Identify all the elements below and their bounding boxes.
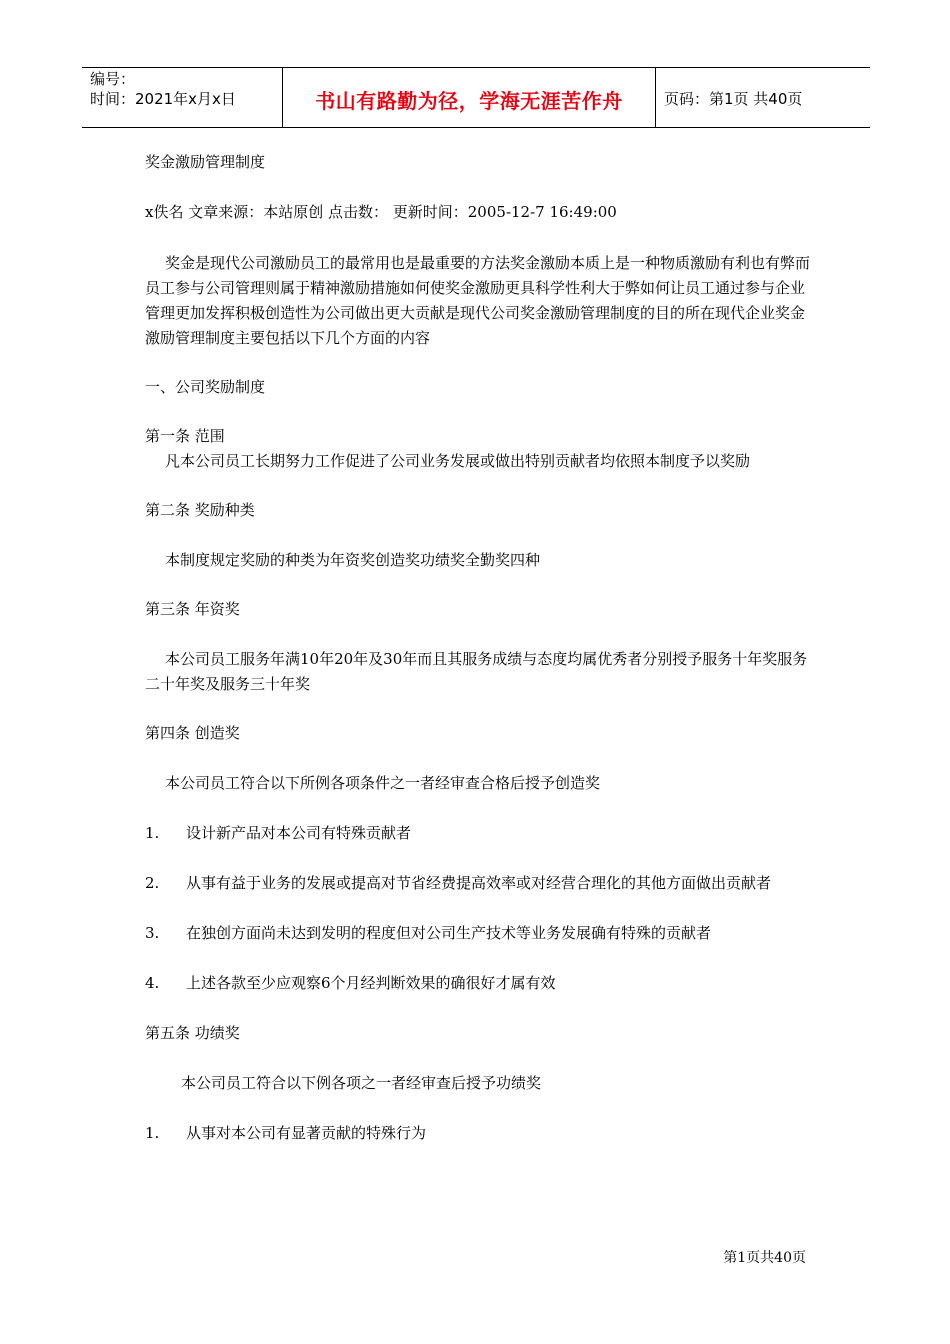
list-item	[145, 971, 810, 996]
list-number: 1.	[145, 1124, 160, 1142]
number-label: 编号：	[90, 70, 136, 88]
article-body: 凡本公司员工长期努力工作促进了公司业务发展或做出特别贡献者均依照本制度予以奖励	[165, 452, 751, 470]
list-number: 4.	[145, 974, 160, 992]
motto: 书山有路勤为径，学海无涯苦作舟	[282, 68, 656, 127]
section-heading: 一、公司奖励制度	[145, 378, 266, 396]
article-title: 第四条 创造奖	[145, 724, 240, 742]
list-item	[145, 871, 810, 896]
list-text: 在独创方面尚未达到发明的程度但对公司生产技术等业务发展确有特殊的贡献者	[186, 924, 712, 942]
header-left-cell	[82, 68, 282, 127]
list-number: 2.	[145, 874, 160, 892]
time-label: 时间：2021年x月x日	[90, 90, 236, 108]
list-text: 从事有益于业务的发展或提高对节省经费提高效率或对经营合理化的其他方面做出贡献者	[186, 874, 772, 892]
list-number: 1.	[145, 824, 160, 842]
header-table	[82, 67, 870, 128]
list-text: 从事对本公司有显著贡献的特殊行为	[186, 1124, 427, 1142]
article-title: 第五条 功绩奖	[145, 1024, 240, 1042]
article-title: 第二条 奖励种类	[145, 501, 255, 519]
page-footer: 第1页共40页	[723, 1250, 806, 1266]
article-body: 本公司员工服务年满10年20年及30年而且其服务成绩与态度均属优秀者分别授予服务十年奖服务二十年奖及服务三十年奖	[145, 650, 808, 693]
list-item	[145, 821, 810, 846]
list-number: 3.	[145, 924, 160, 942]
intro-paragraph: 奖金是现代公司激励员工的最常用也是最重要的方法奖金激励本质上是一种物质激励有利也有弊而员工参与公司管理则属于精神激励措施如何使奖金激励更具科学性利大于弊如何让员工通过参与企业管理更加发挥积极创造性为公司做出更大贡献是现代公司奖金激励管理制度的目的所在现代企业奖金激励管理制度主要包括以下几个方面的内容	[145, 254, 811, 347]
article-body: 本公司员工符合以下例各项之一者经审查后授予功绩奖	[181, 1074, 542, 1092]
list-text: 上述各款至少应观察6个月经判断效果的确很好才属有效	[186, 974, 556, 992]
article-title: 第三条 年资奖	[145, 600, 240, 618]
article-body: 本公司员工符合以下所例各项条件之一者经审查合格后授予创造奖	[165, 774, 601, 792]
document-meta: x佚名 文章来源：本站原创 点击数： 更新时间：2005-12-7 16:49:00	[145, 203, 617, 221]
page-label: 页码：第1页 共40页	[664, 90, 803, 108]
list-item	[145, 921, 810, 946]
document-title: 奖金激励管理制度	[145, 153, 266, 171]
list-item	[145, 1121, 810, 1146]
list-text: 设计新产品对本公司有特殊贡献者	[186, 824, 412, 842]
article-title: 第一条 范围	[145, 427, 225, 445]
document-body	[145, 150, 810, 1146]
article-body: 本制度规定奖励的种类为年资奖创造奖功绩奖全勤奖四种	[165, 551, 541, 569]
